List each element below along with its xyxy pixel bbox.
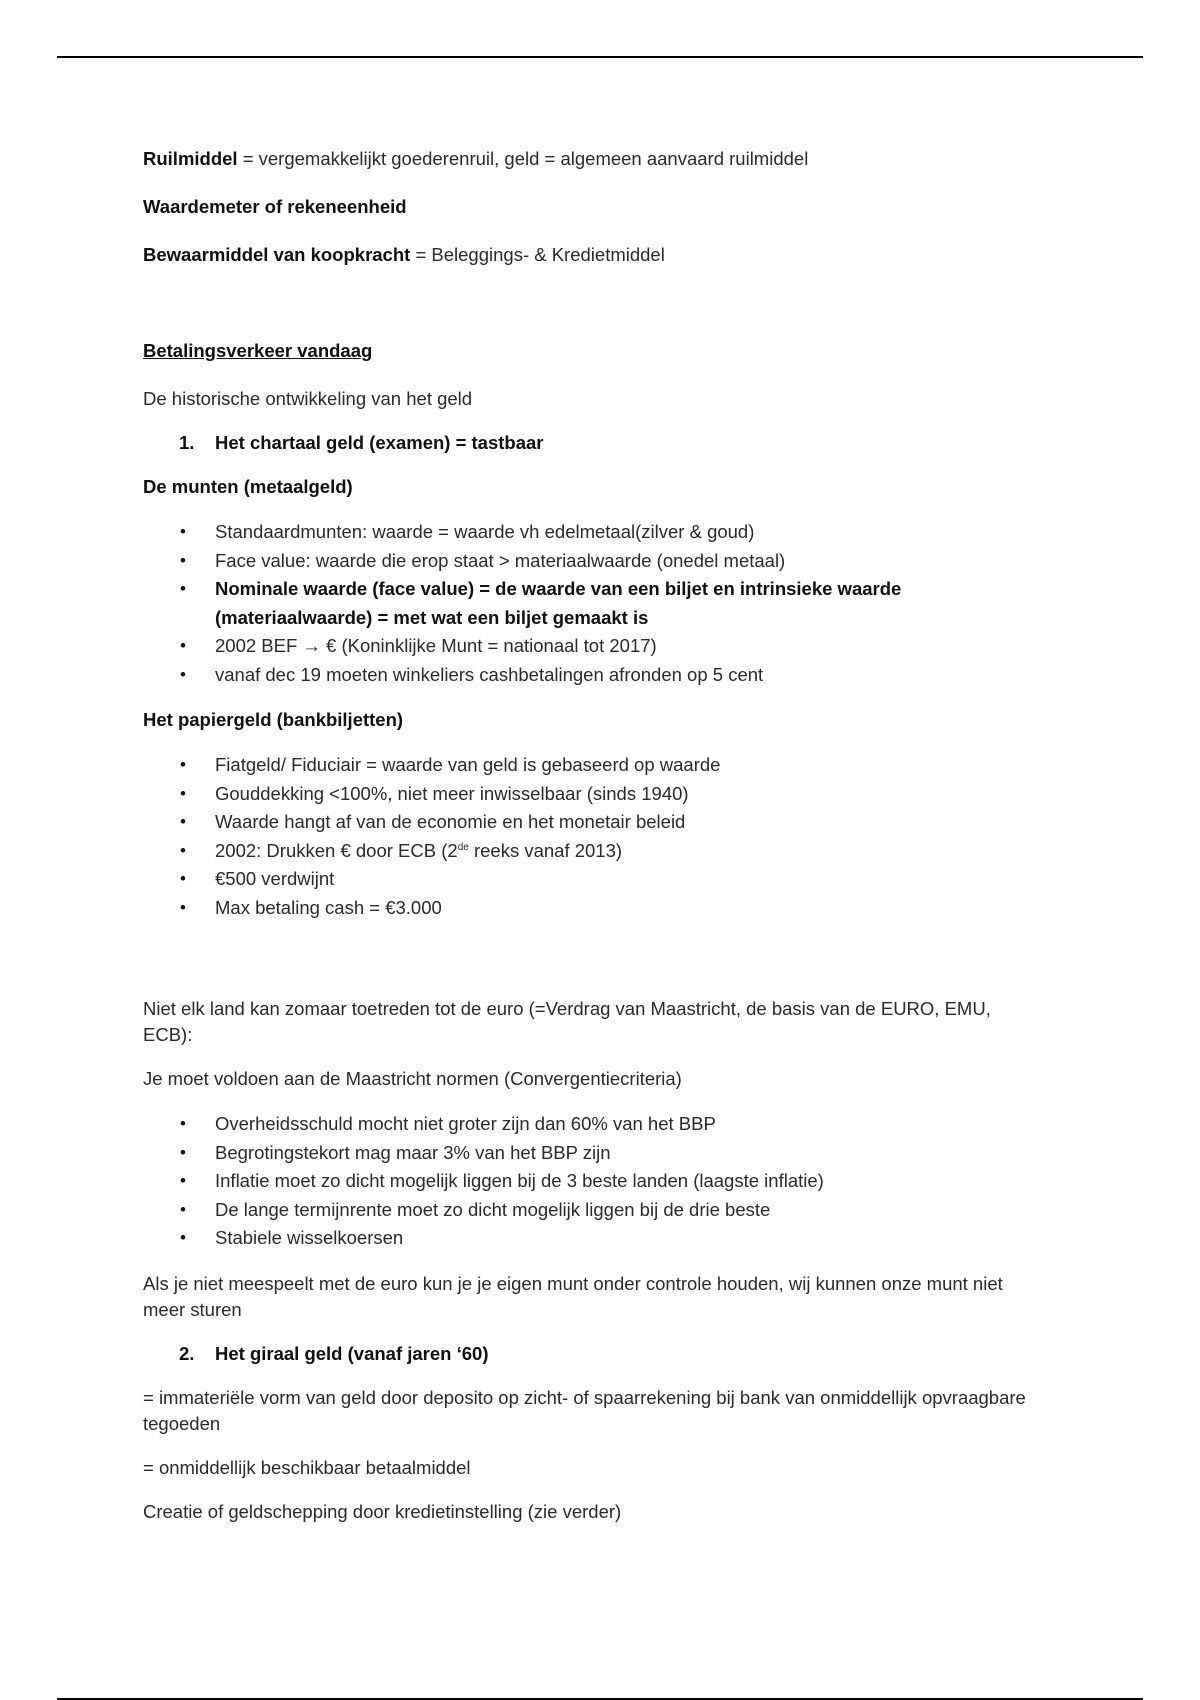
list-item: • Face value: waarde die erop staat > materiaalwaarde (onedel metaal) — [143, 547, 1043, 576]
list-item: • 2002 BEF → € (Koninklijke Munt = nationaal tot 2017) — [143, 632, 1043, 661]
list-item: • De lange termijnrente moet zo dicht mogelijk liggen bij de drie beste — [143, 1196, 1043, 1225]
ecb-text-end: reeks vanaf 2013) — [468, 839, 623, 861]
list-item: • Standaardmunten: waarde = waarde vh edelmetaal(zilver & goud) — [143, 518, 1043, 547]
ecb-superscript: de — [457, 841, 469, 853]
list-item: • vanaf dec 19 moeten winkeliers cashbetalingen afronden op 5 cent — [143, 661, 1043, 690]
section-subtitle: De historische ontwikkeling van het geld — [143, 388, 473, 409]
munten-heading — [143, 474, 1043, 500]
munten-list — [143, 518, 1043, 689]
euro-closing: Als je niet meespeelt met de euro kun je je eigen munt onder controle houden, wij kunnen onze munt niet meer sturen — [143, 1272, 1003, 1320]
list-item: • Stabiele wisselkoersen — [143, 1224, 1043, 1253]
papier-list — [143, 751, 1043, 922]
part2-heading — [143, 1341, 1043, 1367]
list-item: • €500 verdwijnt — [143, 865, 1043, 894]
list-item: • Gouddekking <100%, niet meer inwisselbaar (sinds 1940) — [143, 780, 1043, 809]
normen-list — [143, 1110, 1043, 1253]
part2-title: Het giraal geld (vanaf jaren ‘60) — [215, 1342, 489, 1364]
section-heading-text: Betalingsverkeer vandaag — [143, 340, 373, 361]
list-item — [143, 837, 1043, 866]
waardemeter-term: Waardemeter of rekeneenheid — [143, 196, 407, 217]
waardemeter-line — [143, 194, 1043, 220]
euro-paragraph: Niet elk land kan zomaar toetreden tot de euro (=Verdrag van Maastricht, de basis van de EURO, EMU, ECB): — [143, 998, 991, 1045]
bewaarmiddel-term: Bewaarmiddel van koopkracht — [143, 244, 411, 265]
giraal-definition-1: = immateriële vorm van geld door deposito op zicht- of spaarrekening bij bank van onmiddellijk opvraagbare tegoeden — [143, 1386, 1026, 1434]
giraal-definition-2: = onmiddellijk beschikbaar betaalmiddel — [143, 1456, 471, 1478]
header-rule — [57, 56, 1143, 58]
part1-heading — [143, 430, 1043, 456]
part1-title: Het chartaal geld (examen) = tastbaar — [215, 432, 544, 453]
bewaarmiddel-definition: = Beleggings- & Kredietmiddel — [410, 244, 665, 265]
bewaarmiddel-line — [143, 242, 1043, 268]
list-item: • Overheidsschuld mocht niet groter zijn dan 60% van het BBP — [143, 1110, 1043, 1139]
nominale-waarde-text: Nominale waarde (face value) = de waarde van een biljet en intrinsieke waarde (materiaalwaarde) = met wat een biljet gemaakt is — [215, 578, 902, 628]
ecb-text: 2002: Drukken € door ECB (2 — [215, 839, 458, 861]
papier-heading-text: Het papiergeld (bankbiljetten) — [143, 709, 404, 730]
document-body — [143, 146, 1043, 1543]
list-item: • Max betaling cash = €3.000 — [143, 894, 1043, 923]
list-item: • Inflatie moet zo dicht mogelijk liggen bij de 3 beste landen (laagste inflatie) — [143, 1167, 1043, 1196]
list-item: • Begrotingstekort mag maar 3% van het BBP zijn — [143, 1139, 1043, 1168]
list-item: • Fiatgeld/ Fiduciair = waarde van geld is gebaseerd op waarde — [143, 751, 1043, 780]
ruilmiddel-definition: = vergemakkelijkt goederenruil, geld = algemeen aanvaard ruilmiddel — [237, 148, 809, 169]
list-item: • Waarde hangt af van de economie en het monetair beleid — [143, 808, 1043, 837]
papier-heading — [143, 707, 1043, 733]
normen-intro: Je moet voldoen aan de Maastricht normen (Convergentiecriteria) — [143, 1068, 682, 1089]
munten-heading-text: De munten (metaalgeld) — [143, 476, 353, 497]
ruilmiddel-term: Ruilmiddel — [143, 148, 238, 169]
creatie-line: Creatie of geldschepping door kredietinstelling (zie verder) — [143, 1500, 622, 1522]
part2-number: 2. — [179, 1342, 195, 1364]
part1-number: 1. — [179, 432, 195, 453]
section-heading — [143, 338, 1043, 364]
list-item — [143, 575, 1043, 632]
ruilmiddel-line — [143, 146, 1043, 172]
